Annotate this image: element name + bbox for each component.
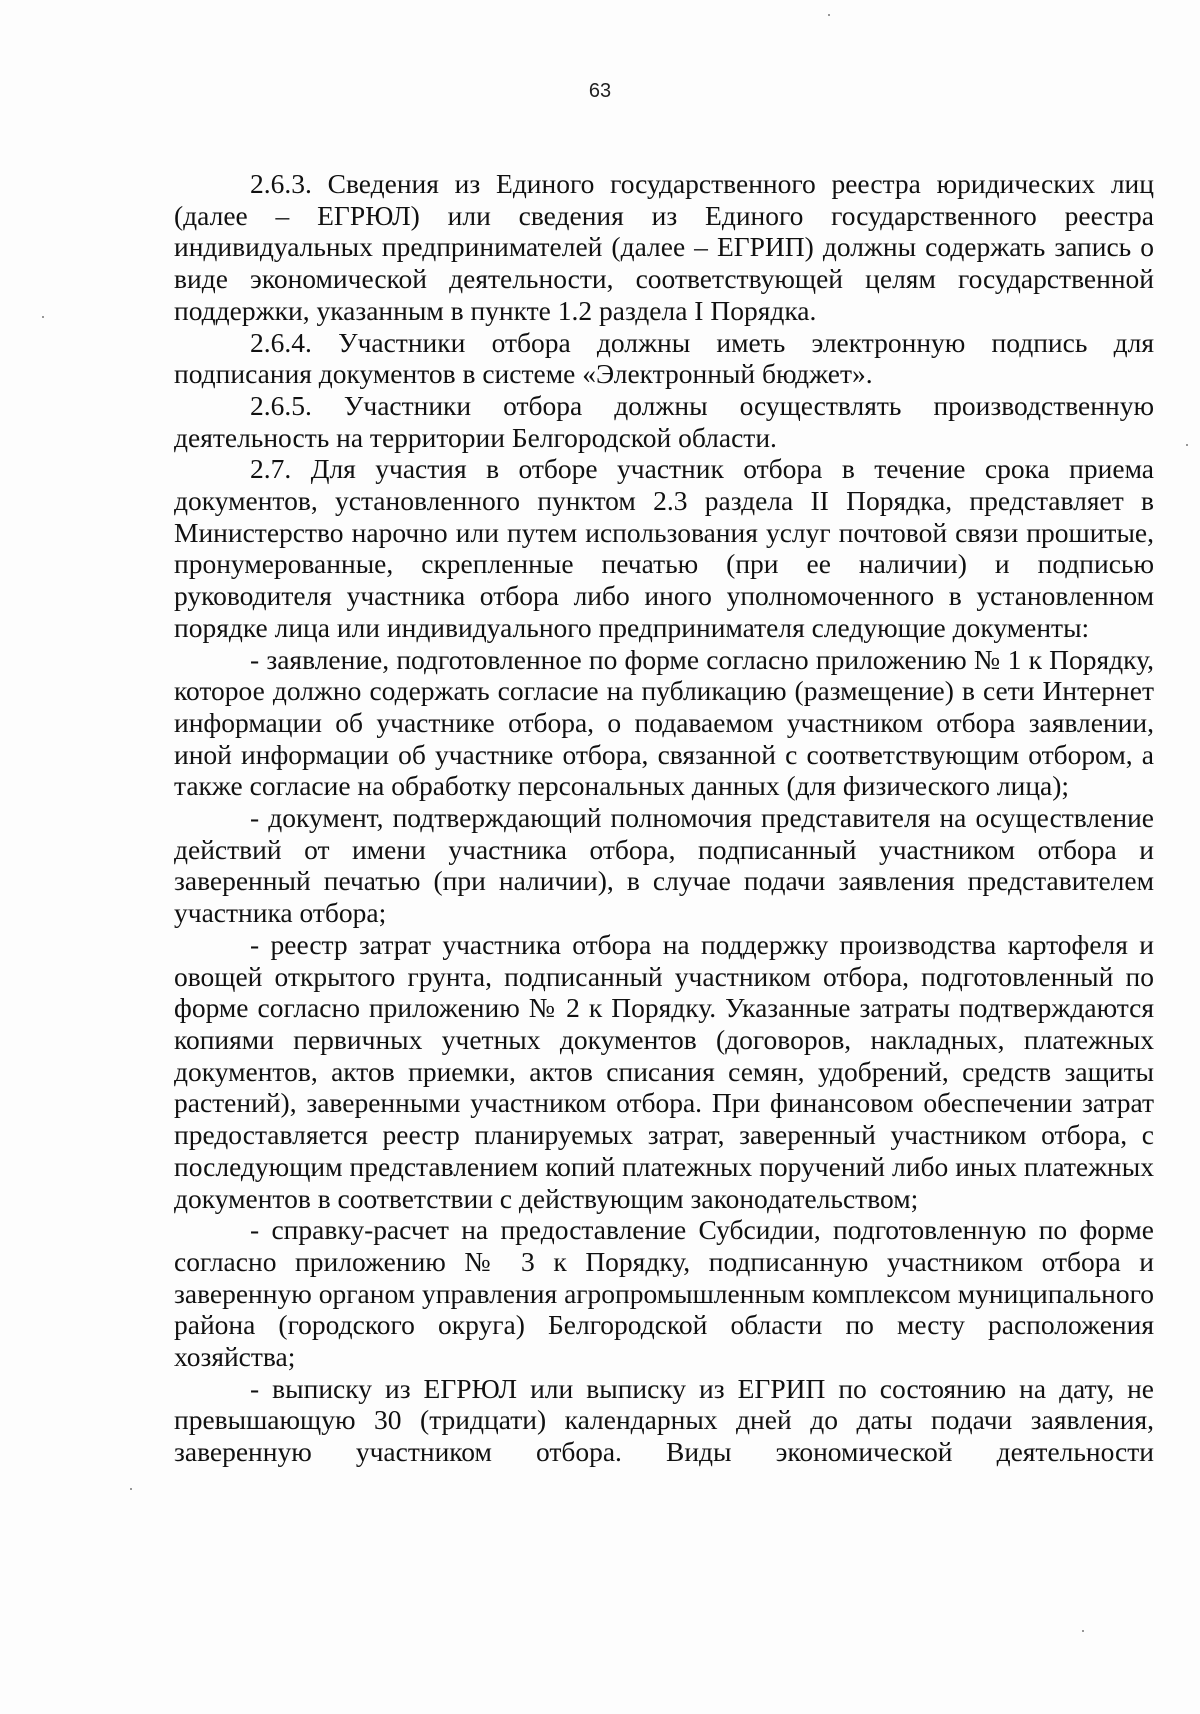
- paragraph-2-6-5: 2.6.5. Участники отбора должны осуществлять производственную деятельность на территории Белгородской области.: [174, 389, 1154, 453]
- scan-speck: [1186, 444, 1188, 446]
- document-body: [174, 168, 1154, 1468]
- list-item-calculation-certificate: - справку-расчет на предоставление Субсидии, подготовленную по форме согласно приложению № 3 к Порядку, подписанную участником отбора и заверенную органом управления агропромышленным комплексом муниципального района (городского округа) Белгородской области по месту расположения хозяйства;: [174, 1214, 1154, 1373]
- list-item-application: - заявление, подготовленное по форме согласно приложению № 1 к Порядку, которое должно содержать согласие на публикацию (размещение) в сети Интернет информации об участнике отбора, о подаваемом участником отбора заявлении, иной информации об участнике отбора, связанной с соответствующим отбором, а также согласие на обработку персональных данных (для физического лица);: [174, 643, 1154, 802]
- page-number: 63: [588, 80, 612, 102]
- scan-speck: [1082, 1630, 1084, 1632]
- scan-speck: [828, 14, 830, 16]
- scan-speck: [42, 316, 44, 318]
- paragraph-2-7: 2.7. Для участия в отборе участник отбора в течение срока приема документов, установленного пунктом 2.3 раздела II Порядка, представляет в Министерство нарочно или путем использования услуг почтовой связи прошитые, пронумерованные, скрепленные печатью (при ее наличии) и подписью руководителя участника отбора либо иного уполномоченного в установленном порядке лица или индивидуального предпринимателя следующие документы:: [174, 453, 1154, 643]
- list-item-cost-register: - реестр затрат участника отбора на поддержку производства картофеля и овощей открытого грунта, подписанный участником отбора, подготовленный по форме согласно приложению № 2 к Порядку. Указанные затраты подтверждаются копиями первичных учетных документов (договоров, накладных, платежных документов, актов приемки, актов списания семян, удобрений, средств защиты растений), заверенными участником отбора. При финансовом обеспечении затрат предоставляется реестр планируемых затрат, заверенный участником отбора, с последующим представлением копий платежных поручений либо иных платежных документов в соответствии с действующим законодательством;: [174, 928, 1154, 1214]
- list-item-registry-extract: - выписку из ЕГРЮЛ или выписку из ЕГРИП по состоянию на дату, не превышающую 30 (тридцати) календарных дней до даты подачи заявления, заверенную участником отбора. Виды экономической деятельности: [174, 1372, 1154, 1468]
- paragraph-2-6-3: 2.6.3. Сведения из Единого государственного реестра юридических лиц (далее – ЕГРЮЛ) или сведения из Единого государственного реестра индивидуальных предпринимателей (далее – ЕГРИП) должны содержать запись о виде экономической деятельности, соответствующей целям государственной поддержки, указанным в пункте 1.2 раздела I Порядка.: [174, 168, 1154, 326]
- paragraph-2-6-4: 2.6.4. Участники отбора должны иметь электронную подпись для подписания документов в системе «Электронный бюджет».: [174, 326, 1154, 390]
- list-item-authority-document: - документ, подтверждающий полномочия представителя на осуществление действий от имени участника отбора, подписанный участником отбора и заверенный печатью (при наличии), в случае подачи заявления представителем участника отбора;: [174, 802, 1154, 929]
- scan-speck: [130, 1488, 132, 1490]
